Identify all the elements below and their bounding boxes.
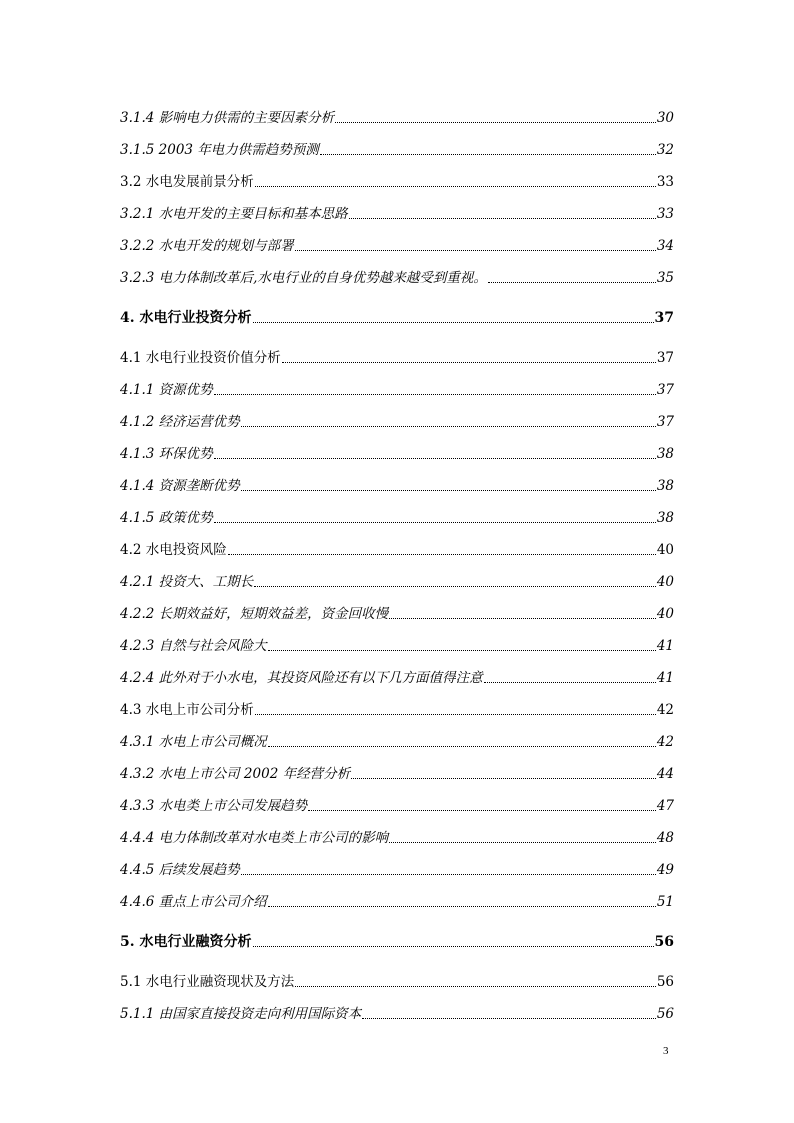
- toc-entry-title: 4.2 水电投资风险: [120, 542, 227, 558]
- toc-entry[interactable]: [120, 860, 674, 880]
- toc-entry-title: 3.2.1 水电开发的主要目标和基本思路: [120, 206, 348, 222]
- toc-entry-page: 56: [656, 1006, 674, 1022]
- toc-entry-page: 51: [656, 894, 674, 910]
- toc-entry-page: 40: [656, 542, 674, 558]
- toc-entry[interactable]: [120, 732, 674, 752]
- dot-leader: [335, 122, 656, 123]
- toc-entry-title: 4.1.1 资源优势: [120, 382, 213, 398]
- toc-entry[interactable]: [120, 828, 674, 848]
- toc-entry[interactable]: [120, 348, 674, 368]
- toc-entry-title: 4.1.3 环保优势: [120, 446, 213, 462]
- toc-entry[interactable]: [120, 172, 674, 192]
- toc-entry[interactable]: [120, 380, 674, 400]
- toc-entry-page: 38: [656, 510, 674, 526]
- toc-entry[interactable]: [120, 668, 674, 688]
- dot-leader: [253, 322, 654, 323]
- toc-entry-title: 4.1 水电行业投资价值分析: [120, 350, 281, 366]
- toc-entry-title: 5. 水电行业融资分析: [120, 934, 252, 950]
- toc-entry[interactable]: [120, 268, 674, 288]
- toc-entry[interactable]: [120, 572, 674, 592]
- toc-entry-page: 41: [656, 638, 674, 654]
- dot-leader: [253, 946, 654, 947]
- dot-leader: [255, 714, 656, 715]
- dot-leader: [214, 522, 656, 523]
- toc-entry-title: 3.2 水电发展前景分析: [120, 174, 254, 190]
- toc-entry[interactable]: [120, 236, 674, 256]
- dot-leader: [308, 810, 656, 811]
- toc-entry[interactable]: [120, 308, 674, 328]
- toc-entry[interactable]: [120, 932, 674, 952]
- page-number: 3: [663, 1045, 669, 1057]
- toc-entry[interactable]: [120, 764, 674, 784]
- toc-entry[interactable]: [120, 140, 674, 160]
- toc-entry-title: 3.2.3 电力体制改革后,水电行业的自身优势越来越受到重视。: [120, 270, 487, 286]
- toc-entry[interactable]: [120, 476, 674, 496]
- toc-entry-title: 4.4.5 后续发展趋势: [120, 862, 240, 878]
- toc-entry-page: 48: [656, 830, 674, 846]
- toc-entry[interactable]: [120, 796, 674, 816]
- toc-entry-title: 4.2.3 自然与社会风险大: [120, 638, 267, 654]
- toc-entry-page: 42: [656, 734, 674, 750]
- toc-entry-title: 4.3 水电上市公司分析: [120, 702, 254, 718]
- toc-entry-page: 37: [656, 414, 674, 430]
- toc-entry-title: 4.3.2 水电上市公司 2002 年经营分析: [120, 766, 351, 782]
- toc-entry-page: 33: [656, 206, 674, 222]
- dot-leader: [488, 282, 656, 283]
- toc-entry-page: 37: [656, 382, 674, 398]
- dot-leader: [254, 586, 656, 587]
- toc-entry-page: 35: [656, 270, 674, 286]
- dot-leader: [349, 218, 656, 219]
- toc-entry-title: 4.1.4 资源垄断优势: [120, 478, 240, 494]
- dot-leader: [214, 458, 656, 459]
- toc-entry-title: 4.4.6 重点上市公司介绍: [120, 894, 267, 910]
- dot-leader: [389, 618, 656, 619]
- toc-entry-title: 3.1.5 2003 年电力供需趋势预测: [120, 142, 319, 158]
- toc-entry-page: 56: [654, 934, 674, 950]
- dot-leader: [351, 778, 656, 779]
- toc-entry[interactable]: [120, 444, 674, 464]
- dot-leader: [295, 250, 656, 251]
- dot-leader: [268, 650, 656, 651]
- toc-entry[interactable]: [120, 604, 674, 624]
- dot-leader: [241, 490, 656, 491]
- dot-leader: [362, 1018, 656, 1019]
- dot-leader: [295, 986, 656, 987]
- dot-leader: [214, 394, 656, 395]
- toc-entry-page: 44: [656, 766, 674, 782]
- toc-entry-title: 4.3.1 水电上市公司概况: [120, 734, 267, 750]
- toc-entry-page: 37: [656, 350, 674, 366]
- toc-entry-title: 4.3.3 水电类上市公司发展趋势: [120, 798, 308, 814]
- toc-entry-title: 4.1.5 政策优势: [120, 510, 213, 526]
- toc-entry-page: 30: [656, 110, 674, 126]
- dot-leader: [282, 362, 656, 363]
- toc-entry-title: 3.1.4 影响电力供需的主要因素分析: [120, 110, 335, 126]
- dot-leader: [484, 682, 656, 683]
- dot-leader: [389, 842, 656, 843]
- toc-entry[interactable]: [120, 892, 674, 912]
- toc-entry[interactable]: [120, 204, 674, 224]
- toc-entry[interactable]: [120, 508, 674, 528]
- dot-leader: [255, 186, 656, 187]
- toc-entry-title: 4.2.4 此外对于小水电，其投资风险还有以下几方面值得注意: [120, 670, 483, 686]
- toc-entry[interactable]: [120, 636, 674, 656]
- toc-entry[interactable]: [120, 700, 674, 720]
- toc-entry-page: 49: [656, 862, 674, 878]
- dot-leader: [241, 426, 656, 427]
- toc-entry-title: 4.2.1 投资大、工期长: [120, 574, 254, 590]
- toc-entry-title: 3.2.2 水电开发的规划与部署: [120, 238, 294, 254]
- toc-entry-page: 38: [656, 446, 674, 462]
- toc-entry-page: 34: [656, 238, 674, 254]
- dot-leader: [241, 874, 656, 875]
- dot-leader: [268, 906, 656, 907]
- dot-leader: [320, 154, 656, 155]
- toc-entry[interactable]: [120, 972, 674, 992]
- toc-entry[interactable]: [120, 412, 674, 432]
- toc-entry-page: 37: [654, 310, 674, 326]
- toc-entry-title: 4.1.2 经济运营优势: [120, 414, 240, 430]
- toc-entry-page: 41: [656, 670, 674, 686]
- toc-entry-page: 47: [656, 798, 674, 814]
- toc-entry-page: 42: [656, 702, 674, 718]
- toc-entry-page: 32: [656, 142, 674, 158]
- toc-entry-page: 33: [656, 174, 674, 190]
- toc-entry[interactable]: [120, 108, 674, 128]
- toc-entry-page: 40: [656, 606, 674, 622]
- toc-entry-page: 56: [656, 974, 674, 990]
- toc-entry-page: 40: [656, 574, 674, 590]
- toc-entry-page: 38: [656, 478, 674, 494]
- toc-entry-title: 4.2.2 长期效益好，短期效益差，资金回收慢: [120, 606, 389, 622]
- toc-entry-title: 5.1 水电行业融资现状及方法: [120, 974, 295, 990]
- dot-leader: [228, 554, 656, 555]
- toc-entry[interactable]: [120, 1004, 674, 1024]
- toc-entry-title: 4.4.4 电力体制改革对水电类上市公司的影响: [120, 830, 389, 846]
- dot-leader: [268, 746, 656, 747]
- toc-entry-title: 5.1.1 由国家直接投资走向利用国际资本: [120, 1006, 362, 1022]
- toc-entry[interactable]: [120, 540, 674, 560]
- toc-entry-title: 4. 水电行业投资分析: [120, 310, 252, 326]
